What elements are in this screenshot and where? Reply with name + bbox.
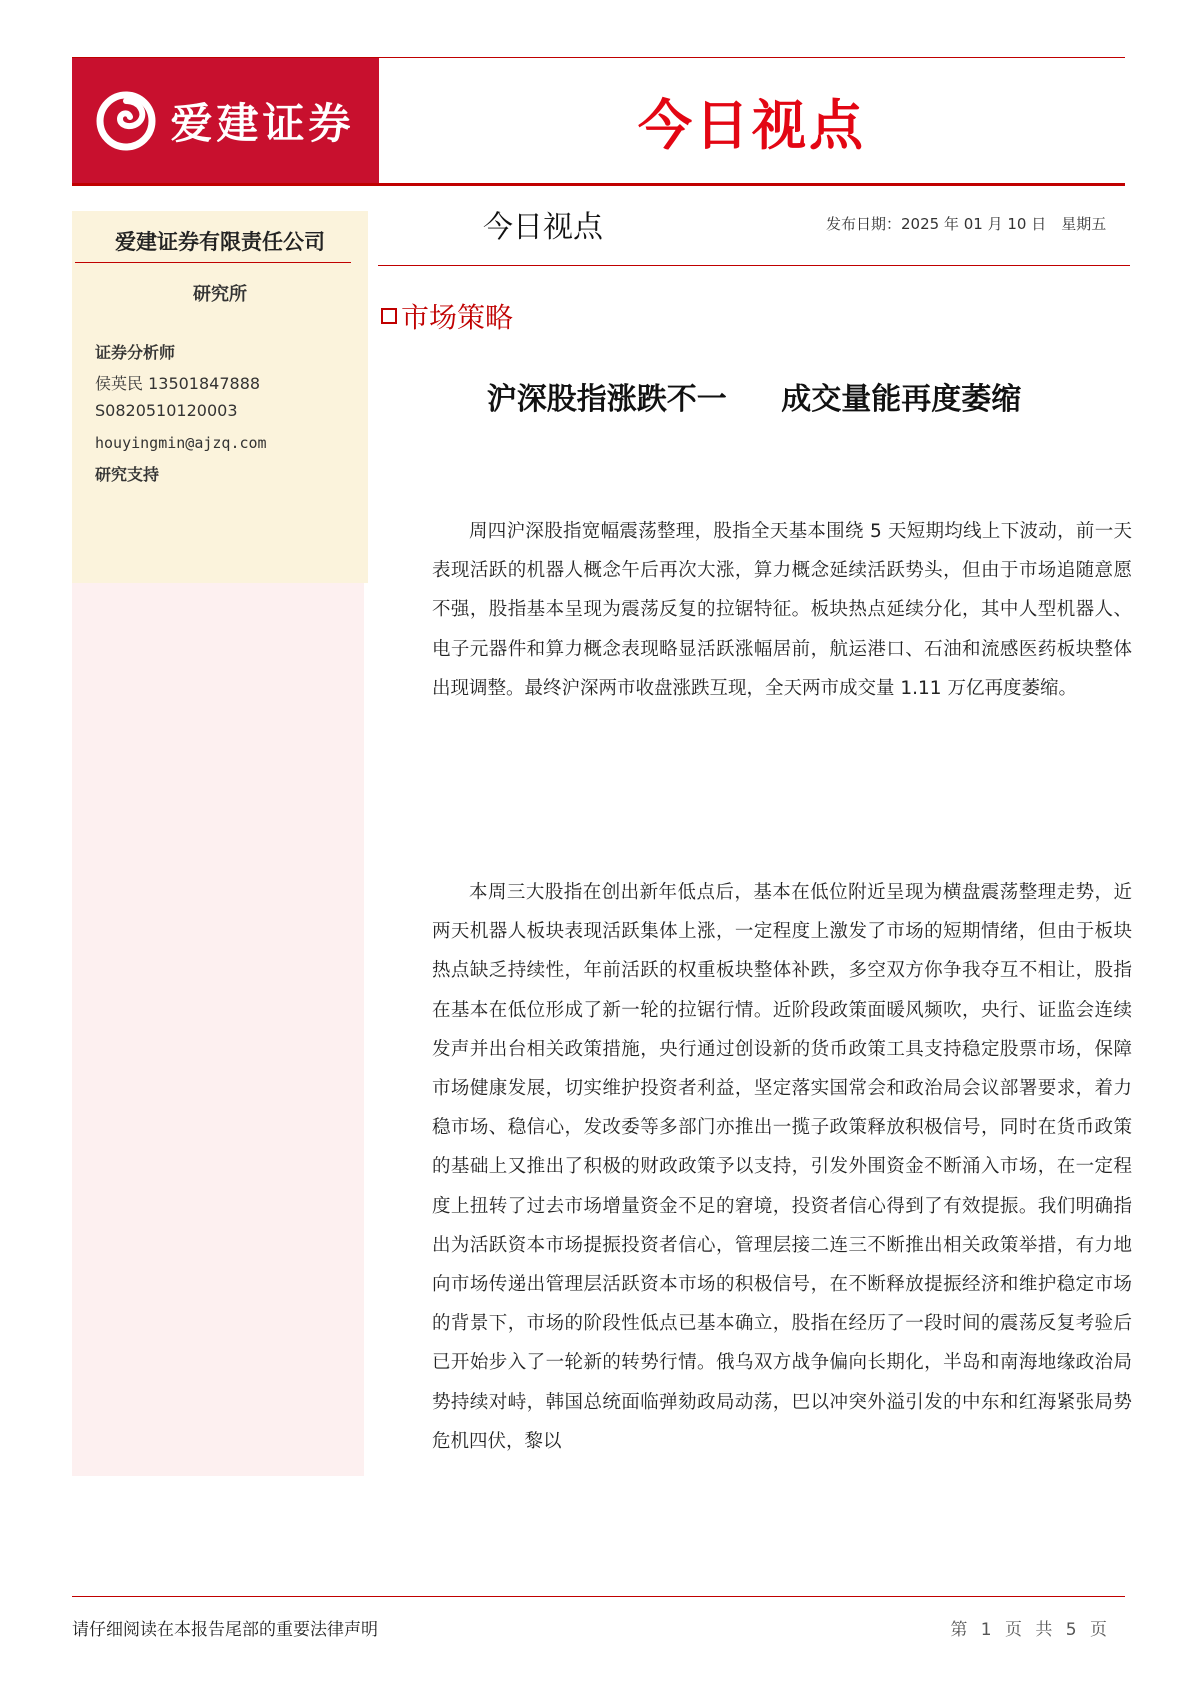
analyst-email[interactable]: houyingmin@ajzq.com — [95, 434, 267, 452]
section-label: 市场策略 — [401, 301, 514, 334]
research-support-label: 研究支持 — [95, 465, 160, 484]
info-divider — [378, 265, 1130, 266]
analyst-name-phone: 侯英民 13501847888 — [95, 374, 261, 393]
analyst-label: 证券分析师 — [95, 343, 176, 362]
company-divider — [75, 262, 351, 263]
legal-disclaimer: 请仔细阅读在本报告尾部的重要法律声明 — [72, 1620, 378, 1640]
banner-title: 今日视点 — [638, 93, 866, 157]
hollow-square-icon — [381, 308, 397, 324]
sidebar-panel — [72, 211, 368, 583]
company-name: 爱建证券有限责任公司 — [115, 230, 325, 254]
section-heading — [381, 296, 513, 336]
headline: 沪深股指涨跌不一 成交量能再度萎缩 — [486, 382, 1022, 417]
publish-date: 发布日期：2025 年 01 月 10 日 星期五 — [826, 215, 1107, 233]
footer-divider — [72, 1596, 1125, 1597]
body-paragraph: 本周三大股指在创出新年低点后，基本在低位附近呈现为横盘震荡整理走势，近两天机器人板块表现活跃集体上涨，一定程度上激发了市场的短期情绪，但由于板块热点缺乏持续性，年前活跃的权重板块整体补跌，多空双方你争我夺互不相让，股指在基本在低位形成了新一轮的拉锯行情。近阶段政策面暖风频吹，央行、证监会连续发声并出台相关政策措施，央行通过创设新的货币政策工具支持稳定股票市场，保障市场健康发展，切实维护投资者利益，坚定落实国常会和政治局会议部署要求，着力稳市场、稳信心，发改委等多部门亦推出一揽子政策释放积极信号，同时在货币政策的基础上又推出了积极的财政政策予以支持，引发外围资金不断涌入市场，在一定程度上扭转了过去市场增量资金不足的窘境，投资者信心得到了有效提振。我们明确指出为活跃资本市场提振投资者信心，管理层接二连三不断推出相关政策举措，有力地向市场传递出管理层活跃资本市场的积极信号，在不断释放提振经济和维护稳定市场的背景下，市场的阶段性低点已基本确立，股指在经历了一段时间的震荡反复考验后已开始步入了一轮新的转势行情。俄乌双方战争偏向长期化，半岛和南海地缘政治局势持续对峙，韩国总统面临弹劾政局动荡，巴以冲突外溢引发的中东和红海紧张局势危机四伏，黎以 — [432, 882, 1132, 1452]
sidebar-background — [72, 583, 364, 1476]
analyst-license: S0820510120003 — [95, 401, 238, 420]
brand-name: 爱建证券 — [170, 99, 355, 148]
banner-divider — [72, 183, 1125, 186]
report-title: 今日视点 — [483, 210, 603, 245]
page-number: 第 1 页 共 5 页 — [950, 1620, 1111, 1640]
spiral-logo-icon — [96, 91, 156, 151]
brand-logo — [72, 58, 379, 184]
body-paragraph: 周四沪深股指宽幅震荡整理，股指全天基本围绕 5 天短期均线上下波动，前一天表现活跃的机器人概念午后再次大涨，算力概念延续活跃势头，但由于市场追随意愿不强，股指基本呈现为震荡反复的拉锯特征。板块热点延续分化，其中人型机器人、电子元器件和算力概念表现略显活跃涨幅居前，航运港口、石油和流感医药板块整体出现调整。最终沪深两市收盘涨跌互现，全天两市成交量 1.11 万亿再度萎缩。 — [432, 521, 1132, 699]
institute-name: 研究所 — [193, 284, 247, 305]
